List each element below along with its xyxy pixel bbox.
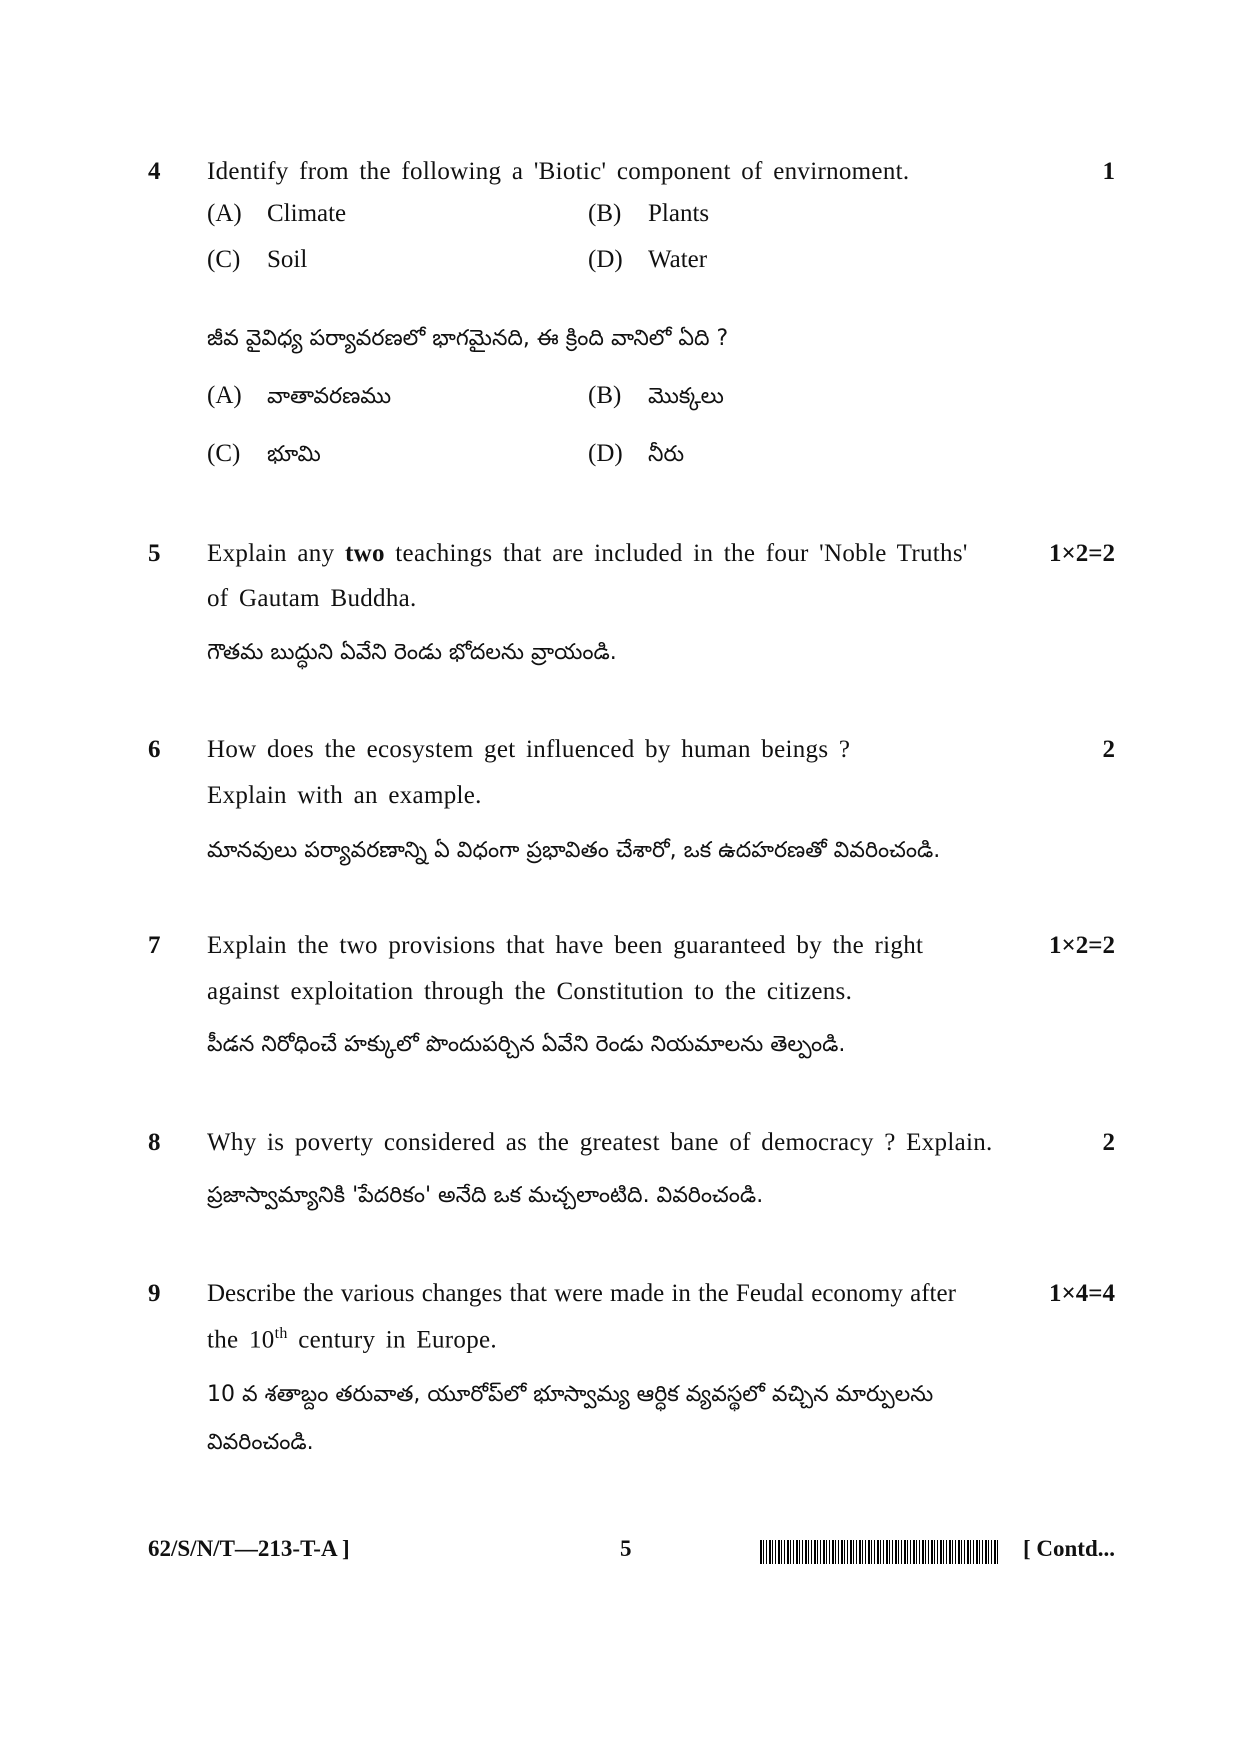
- question-text-part: Explain any: [207, 540, 345, 567]
- question-number: 6: [148, 736, 161, 763]
- paper-code: 62/S/N/T—213-T-A ]: [148, 1536, 350, 1561]
- question-text-emphasis: two: [344, 540, 385, 567]
- question-marks: 2: [1102, 736, 1115, 763]
- option-label: (D): [588, 246, 623, 273]
- question-text: Why is poverty considered as the greatest bane of democracy ? Explain.: [207, 1129, 993, 1156]
- option-b: [588, 200, 709, 228]
- question-text-line-2: [207, 1325, 497, 1354]
- question-text: [207, 540, 968, 568]
- option-c-telugu: [207, 440, 321, 472]
- question-text-telugu: మానవులు పర్యావరణాన్ని ఏ విధంగా ప్రభావితం చేశారో, ఒక ఉదహరణతో వివరించండి.: [207, 838, 941, 863]
- page-footer: [0, 1536, 1240, 1576]
- option-d-telugu: [588, 440, 684, 472]
- question-number: 5: [148, 540, 161, 567]
- option-label: (C): [207, 440, 241, 467]
- option-a: [207, 200, 346, 228]
- question-marks: 1: [1102, 158, 1115, 185]
- question-marks: 1×2=2: [1049, 540, 1115, 567]
- question-text: Describe the various changes that were made in the Feudal economy after: [207, 1280, 956, 1307]
- question-number: 7: [148, 932, 161, 959]
- question-text: Explain the two provisions that have been guaranteed by the right: [207, 932, 924, 959]
- option-label: (A): [207, 200, 242, 227]
- option-text: నీరు: [648, 442, 685, 467]
- page-number: 5: [620, 1536, 632, 1561]
- question-marks: 2: [1102, 1129, 1115, 1156]
- option-text: Plants: [648, 200, 710, 227]
- question-text-part: the 10: [207, 1326, 275, 1354]
- option-label: (B): [588, 382, 622, 409]
- question-number: 9: [148, 1280, 161, 1307]
- option-text: వాతావరణము: [267, 384, 392, 409]
- question-text-part: teachings that are included in the four 'Noble Truths': [384, 540, 968, 567]
- option-label: (A): [207, 382, 242, 409]
- question-text-telugu-line-2: వివరించండి.: [207, 1430, 314, 1455]
- question-text-telugu: పీడన నిరోధించే హక్కులో పొందుపర్చిన ఏవేని రెండు నియమాలను తెల్పండి.: [207, 1032, 846, 1057]
- option-text: భూమి: [267, 442, 321, 467]
- option-a-telugu: [207, 382, 391, 414]
- option-d: [588, 246, 707, 274]
- question-marks: 1×2=2: [1049, 932, 1115, 959]
- question-number: 8: [148, 1129, 161, 1156]
- question-text: Identify from the following a 'Biotic' component of envirnoment.: [207, 158, 910, 185]
- question-text-line-2: of Gautam Buddha.: [207, 585, 417, 612]
- question-text-telugu: జీవ వైవిధ్య పర్యావరణలో భాగమైనది, ఈ క్రింది వానిలో ఏది ?: [207, 326, 729, 351]
- option-label: (B): [588, 200, 622, 227]
- option-text: Soil: [267, 246, 308, 273]
- superscript: th: [274, 1325, 288, 1342]
- barcode-icon: [760, 1540, 1000, 1564]
- question-text-telugu: గౌతమ బుద్ధుని ఏవేని రెండు భోదలను వ్రాయండి.: [207, 640, 617, 665]
- question-text-line-2: against exploitation through the Constitution to the citizens.: [207, 978, 853, 1005]
- continued-label: [ Contd...: [1022, 1536, 1115, 1561]
- option-label: (D): [588, 440, 623, 467]
- option-text: మొక్కలు: [648, 384, 724, 409]
- option-b-telugu: [588, 382, 724, 414]
- option-c: [207, 246, 307, 274]
- question-text-part: century in Europe.: [287, 1326, 497, 1354]
- question-text: How does the ecosystem get influenced by human beings ?: [207, 736, 851, 763]
- question-marks: 1×4=4: [1049, 1280, 1115, 1307]
- question-text-telugu: ప్రజాస్వామ్యానికి 'పేదరికం' అనేది ఒక మచ్చలాంటిది. వివరించండి.: [207, 1183, 764, 1208]
- option-text: Water: [648, 246, 708, 273]
- question-text-telugu: 10 వ శతాబ్దం తరువాత, యూరోప్‌లో భూస్వామ్య ఆర్ధిక వ్యవస్థలో వచ్చిన మార్పులను: [207, 1382, 934, 1407]
- option-label: (C): [207, 246, 241, 273]
- question-text-line-2: Explain with an example.: [207, 782, 482, 809]
- option-text: Climate: [267, 200, 347, 227]
- question-number: 4: [148, 158, 161, 185]
